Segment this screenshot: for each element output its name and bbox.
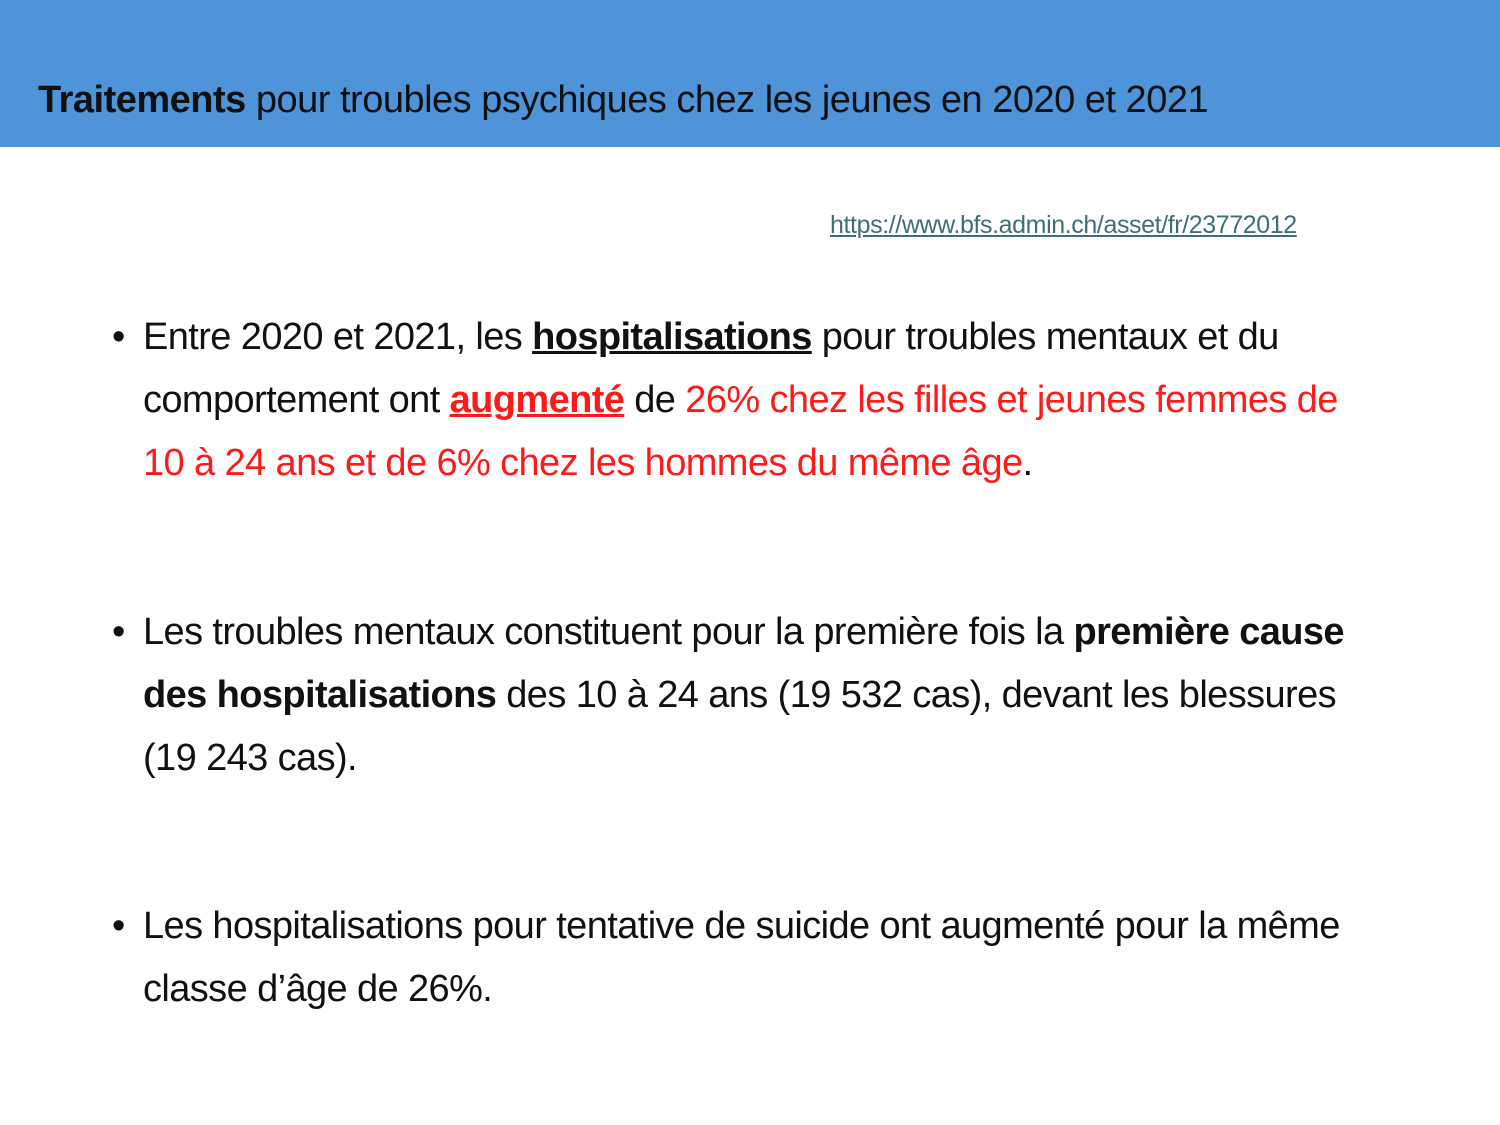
page-title-bold: Traitements xyxy=(38,79,246,121)
bullet-marker: • xyxy=(112,611,125,653)
bullet-text-part: des 10 à 24 ans (19 532 cas), devant les blessures (19 243 cas). xyxy=(143,674,1337,779)
bullet-text xyxy=(143,306,1382,495)
bullet-text-part: de xyxy=(624,379,686,421)
bullet-marker: • xyxy=(112,316,125,358)
bullet-text-part: pour troubles mentaux et du comportement ont xyxy=(143,316,1279,421)
emphasis-augmente: augmenté xyxy=(449,379,625,421)
bullet-text-part: Entre 2020 et 2021, les xyxy=(143,316,533,358)
emphasis-premiere-cause: première cause des hospitalisations xyxy=(143,611,1344,716)
bullet-text-part: Les troubles mentaux constituent pour la première fois la xyxy=(143,611,1074,653)
page-title xyxy=(38,76,1208,124)
page-title-rest: pour troubles psychiques chez les jeunes en 2020 et 2021 xyxy=(245,79,1209,121)
bullet-item-suicide-attempts xyxy=(112,895,1382,1021)
bullet-text-part: Les hospitalisations pour tentative de suicide ont augmenté pour la même classe d’âge de 26%. xyxy=(143,905,1340,1010)
bullet-text-part: . xyxy=(1022,442,1033,484)
source-link[interactable]: https://www.bfs.admin.ch/asset/fr/23772012 xyxy=(830,211,1297,239)
header-bar xyxy=(0,0,1500,147)
bullet-item-hospitalisations-increase xyxy=(112,306,1382,495)
emphasis-hospitalisations: hospitalisations xyxy=(532,316,812,358)
bullet-text xyxy=(143,601,1382,790)
highlight-statistic: 26% chez les filles et jeunes femmes de 10 à 24 ans et de 6% chez les hommes du même âge xyxy=(143,379,1338,484)
bullet-item-first-cause xyxy=(112,601,1382,790)
bullet-marker: • xyxy=(112,905,125,947)
bullet-text xyxy=(143,895,1382,1021)
